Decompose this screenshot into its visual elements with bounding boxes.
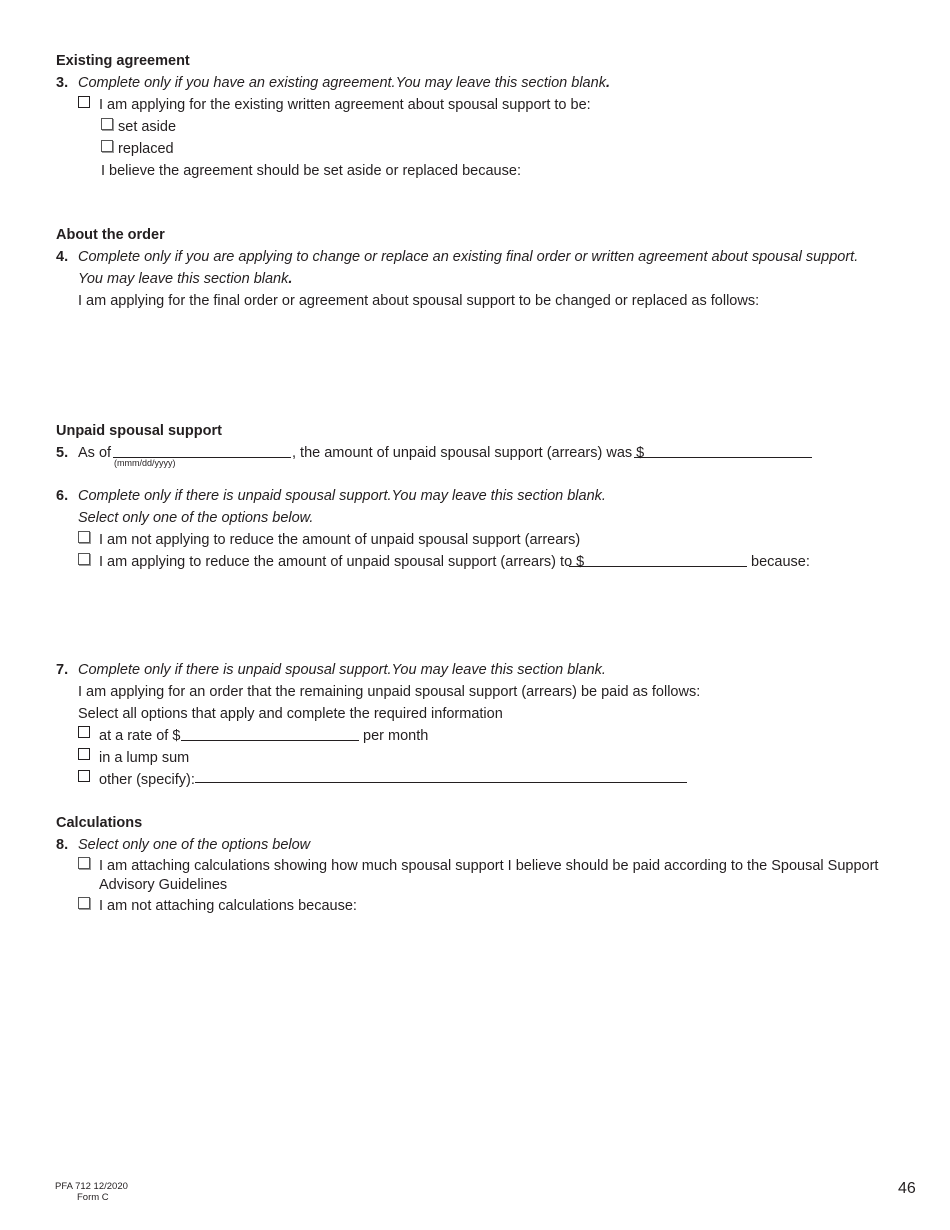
q7-rate-amount-field[interactable] bbox=[181, 740, 359, 741]
q8-attaching-label-line2: Advisory Guidelines bbox=[99, 877, 228, 893]
calculations-heading: Calculations bbox=[56, 815, 143, 831]
q7-lump-sum-label: in a lump sum bbox=[99, 750, 190, 766]
q3-number: 3. bbox=[56, 75, 69, 91]
q3-instruction bbox=[78, 74, 610, 92]
q6-not-reduce-checkbox[interactable] bbox=[78, 531, 90, 543]
q5-number: 5. bbox=[56, 445, 69, 461]
q3-instruction-text: Complete only if you have an existing agreement.You may leave this section blank bbox=[78, 75, 606, 91]
q4-period: . bbox=[288, 271, 293, 287]
q4-instruction-line2-text: You may leave this section blank bbox=[78, 271, 289, 287]
q4-instruction-line1: Complete only if you are applying to change or replace an existing final order or written agreement about spousal support. bbox=[78, 249, 859, 265]
q7-per-month-label: per month bbox=[363, 728, 429, 744]
q5-arrears-amount-field[interactable] bbox=[634, 457, 812, 458]
q5-date-hint: (mmm/dd/yyyy) bbox=[114, 458, 176, 468]
q8-instruction: Select only one of the options below bbox=[78, 837, 311, 853]
q8-number: 8. bbox=[56, 837, 69, 853]
about-order-heading: About the order bbox=[56, 227, 165, 243]
q4-number: 4. bbox=[56, 249, 69, 265]
q7-other-specify-field[interactable] bbox=[195, 782, 687, 783]
q6-reduce-label: I am applying to reduce the amount of unpaid spousal support (arrears) to $ bbox=[99, 554, 585, 570]
q4-text: I am applying for the final order or agreement about spousal support to be changed or replaced as follows: bbox=[78, 293, 760, 309]
page-number: 46 bbox=[898, 1180, 916, 1197]
existing-agreement-heading: Existing agreement bbox=[56, 53, 190, 69]
q7-rate-checkbox[interactable] bbox=[78, 726, 90, 738]
footer-form-name: Form C bbox=[77, 1192, 109, 1203]
footer-form-code: PFA 712 12/2020 bbox=[55, 1181, 128, 1192]
q7-number: 7. bbox=[56, 662, 69, 678]
q7-text: I am applying for an order that the remaining unpaid spousal support (arrears) be paid as follows: bbox=[78, 684, 701, 700]
q6-not-reduce-label: I am not applying to reduce the amount of unpaid spousal support (arrears) bbox=[99, 532, 581, 548]
set-aside-reason-label: I believe the agreement should be set aside or replaced because: bbox=[101, 163, 521, 179]
unpaid-support-heading: Unpaid spousal support bbox=[56, 423, 222, 439]
q7-other-checkbox[interactable] bbox=[78, 770, 90, 782]
q7-lump-sum-checkbox[interactable] bbox=[78, 748, 90, 760]
q7-instruction: Complete only if there is unpaid spousal support.You may leave this section blank. bbox=[78, 662, 606, 678]
q8-attaching-checkbox[interactable] bbox=[78, 857, 90, 869]
q8-attaching-label-line1: I am attaching calculations showing how much spousal support I believe should be paid according to the Spousal Support bbox=[99, 858, 879, 874]
q7-other-label: other (specify): bbox=[99, 772, 195, 788]
replaced-checkbox[interactable] bbox=[101, 140, 113, 152]
q4-instruction-line2 bbox=[78, 270, 292, 288]
q6-number: 6. bbox=[56, 488, 69, 504]
set-aside-label: set aside bbox=[118, 119, 177, 135]
q7-rate-label: at a rate of $ bbox=[99, 728, 181, 744]
q6-because-label: because: bbox=[751, 554, 810, 570]
q7-select-all: Select all options that apply and complete the required information bbox=[78, 706, 503, 722]
q3-period: . bbox=[605, 75, 610, 91]
q6-select-one: Select only one of the options below. bbox=[78, 510, 314, 526]
set-aside-checkbox[interactable] bbox=[101, 118, 113, 130]
replaced-label: replaced bbox=[118, 141, 174, 157]
q8-not-attaching-label: I am not attaching calculations because: bbox=[99, 898, 357, 914]
q6-instruction: Complete only if there is unpaid spousal support.You may leave this section blank. bbox=[78, 488, 606, 504]
q3-applying-label: I am applying for the existing written agreement about spousal support to be: bbox=[99, 97, 591, 113]
q6-reduce-checkbox[interactable] bbox=[78, 553, 90, 565]
q5-middle-text: , the amount of unpaid spousal support (arrears) was $ bbox=[292, 445, 645, 461]
q8-not-attaching-checkbox[interactable] bbox=[78, 897, 90, 909]
q5-as-of: As of bbox=[78, 445, 112, 461]
q6-reduce-amount-field[interactable] bbox=[569, 566, 747, 567]
q3-applying-checkbox[interactable] bbox=[78, 96, 90, 108]
